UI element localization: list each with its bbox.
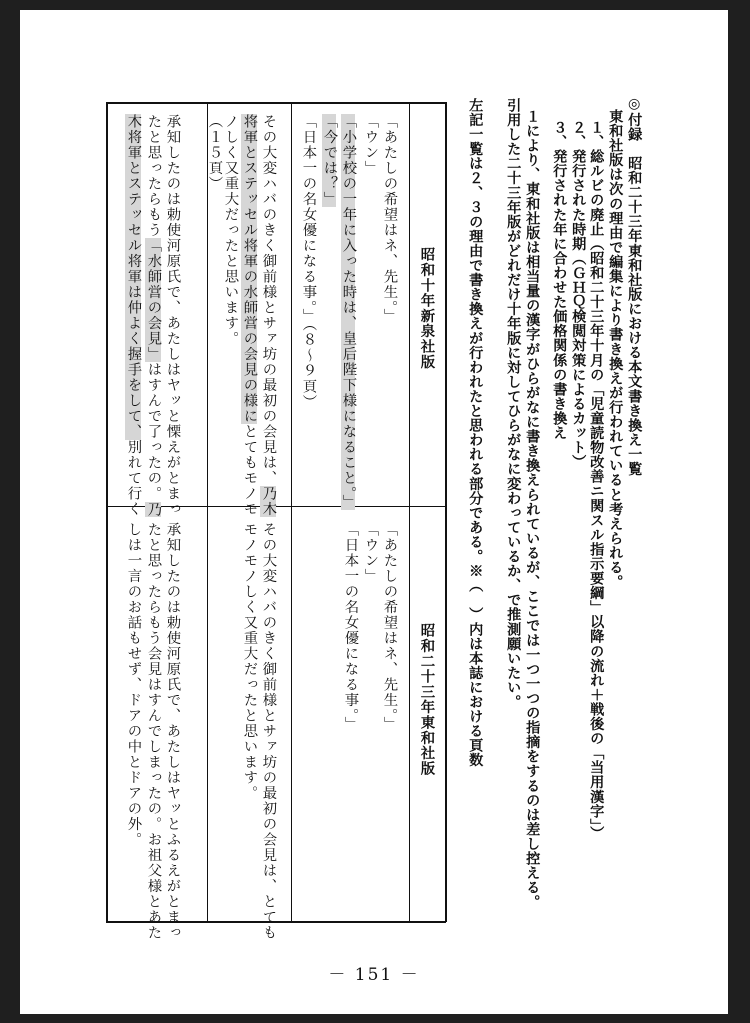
row2-bottom-line-b: モノモノしく又重大だったと思います。 bbox=[241, 522, 258, 801]
row1-bottom-line-d: 「日本一の名女優になる事。」 bbox=[342, 522, 359, 732]
table-left-border bbox=[106, 102, 108, 922]
table-right-border bbox=[445, 102, 447, 922]
header-shinsensha: 昭和十年新泉社版 bbox=[418, 247, 436, 370]
row1-top-line-c-highlighted: 「小学校の一年に入った時は、皇后陛下様になること。」 bbox=[340, 114, 357, 510]
row2-top-highlight-nogi: 乃木 bbox=[260, 486, 277, 517]
table-top-border bbox=[106, 102, 446, 104]
row2-top-highlight-suishiei: 将軍とステッセル将軍の水師営の会見の様に bbox=[241, 114, 258, 424]
row3-top-highlight-suishiei: 「水師営の会見」 bbox=[145, 238, 162, 362]
row1-top-line-b: 「ウン」 bbox=[362, 114, 379, 176]
row3-top-line-b: たと思ったらもう「水師営の会見」はすんで了ったの。乃 bbox=[145, 114, 162, 517]
intro-line-7: 左記一覧は２、３の理由で書き換えが行われたと思われる部分である。※（ ）内は本誌における頁数 bbox=[467, 98, 484, 768]
row3-top-line-a: 承知したのは勅使河原氏で、あたしはヤッと慄えがとまっ bbox=[164, 114, 181, 517]
header-towasha: 昭和二十三年東和社版 bbox=[418, 623, 436, 776]
row1-top-line-d: 「日本一の名女優になる事。」（８〜９頁） bbox=[300, 114, 317, 410]
row-border-2 bbox=[207, 102, 208, 922]
intro-line-1: 東和社版は次の理由で編集により書き換えが行われていると考えられる。 bbox=[607, 109, 624, 590]
intro-line-5: １により、東和社版は相当量の漢字がひらがなに書き換えられているが、ここでは一つ一つの指摘をするのは差し控える。 bbox=[524, 109, 541, 910]
row2-top-page-ref: （１５頁） bbox=[206, 114, 223, 192]
intro-line-6: 引用した二十三年版がどれだけ十年版に対してひらがなに変わっているか、で推測願いたい。 bbox=[505, 98, 522, 710]
row1-bottom-line-b: 「ウン」 bbox=[362, 522, 379, 584]
intro-line-3: ２、発行された時期（ＧＨＱ検閲対策によるカット） bbox=[570, 120, 587, 470]
row2-top-line-a: その大変ハバのきく御前様とサァ坊の最初の会見は、乃木 bbox=[260, 114, 277, 517]
row3-top-highlight-no: 乃 bbox=[145, 501, 162, 517]
row1-bottom-line-a: 「あたしの希望はネ、先生。」 bbox=[381, 522, 398, 732]
intro-line-4: ３、発行された年に合わせた価格関係の書き換え bbox=[551, 120, 568, 441]
row2-bottom-line-a: その大変ハバのきく御前様とサァ坊の最初の会見は、とても bbox=[260, 522, 277, 941]
page-number: － 151 － bbox=[328, 965, 420, 985]
row2-top-line-c: ノしく又重大だったと思います。 bbox=[222, 114, 239, 347]
row3-bottom-line-c: しは一言のお話もせず、ドアの中とドアの外。 bbox=[125, 522, 142, 848]
row3-top-highlight-handshake: 木将軍とステッセル将軍は仲よく握手をして、 bbox=[125, 114, 142, 440]
row-border-1 bbox=[291, 102, 292, 922]
row3-bottom-line-a: 承知したのは勅使河原氏で、あたしはヤッとふるえがとまっ bbox=[164, 522, 181, 941]
header-column-border bbox=[409, 102, 410, 922]
appendix-title: ◎付録 昭和二十三年東和社版における本文書き換え一覧 bbox=[626, 96, 643, 477]
row3-top-line-c: 木将軍とステッセル将軍は仲よく握手をして、別れて行く bbox=[125, 114, 142, 517]
row1-top-line-a: 「あたしの希望はネ、先生。」 bbox=[381, 114, 398, 324]
document-page bbox=[20, 10, 728, 1014]
row2-top-line-b: 将軍とステッセル将軍の水師営の会見の様にとてもモノモ bbox=[241, 114, 258, 517]
row3-bottom-line-b: たと思ったらもう会見はすんでしまったの。お祖父様とあた bbox=[145, 522, 162, 941]
intro-line-2: １、総ルビの廃止（昭和二十三年十月の「児童読物改善ニ関スル指示要綱」以降の流れ＋戦後の「当用漢字」） bbox=[588, 120, 605, 841]
row1-top-line-c2-highlighted: 「今では？」 bbox=[321, 114, 338, 207]
